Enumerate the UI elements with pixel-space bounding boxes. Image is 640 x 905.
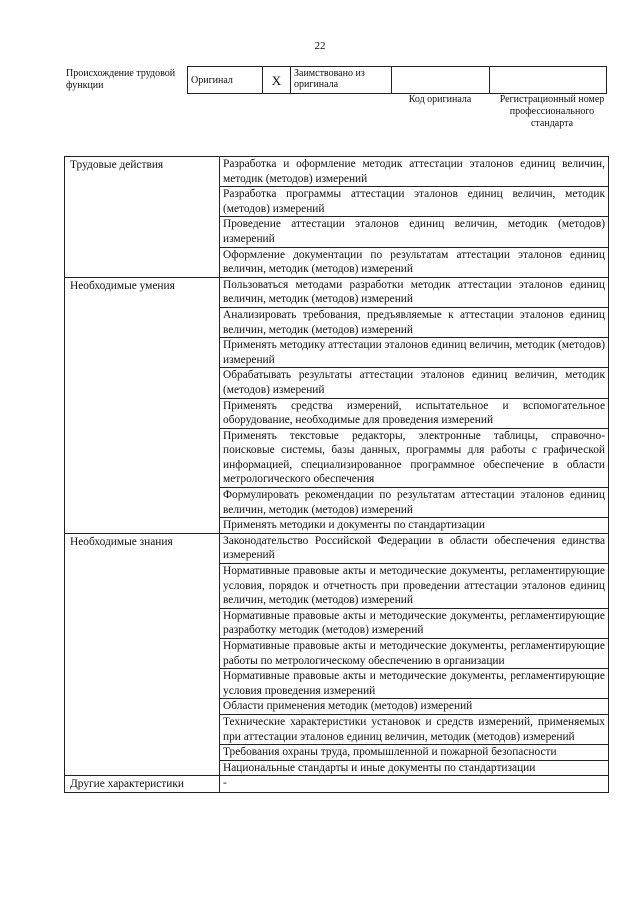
section-item: Применять средства измерений, испытательное и вспомогательное оборудование, необходимые для проведения измерений	[220, 398, 609, 428]
section-item: Применять методику аттестации эталонов единиц величин, методик (методов) измерений	[220, 338, 609, 368]
section-item: Оформление документации по результатам аттестации эталонов единиц величин, методик (методов) измерений	[220, 247, 609, 277]
labor-function-table	[64, 156, 609, 793]
origin-table	[187, 66, 607, 94]
registration-caption: Регистрационный номер профессионального стандарта	[499, 94, 605, 129]
section-item: Разработка и оформление методик аттестации эталонов единиц величин, методик (методов) измерений	[220, 157, 609, 187]
section-item: Нормативные правовые акты и методические документы, регламентирующие условия, порядок и отчетность при проведении аттестации эталонов единиц величин, методик (методов) измерений	[220, 564, 609, 609]
section-item: Законодательство Российской Федерации в области обеспечения единства измерений	[220, 533, 609, 563]
section-item: Нормативные правовые акты и методические документы, регламентирующие условия проведения измерений	[220, 669, 609, 699]
section-item: Технические характеристики установок и средств измерений, применяемых при аттестации эталонов единиц величин, методик (методов) измерений	[220, 714, 609, 744]
section-item: Пользоваться методами разработки методик аттестации эталонов единиц величин, методик (методов) измерений	[220, 277, 609, 307]
section-item: Национальные стандарты и иные документы по стандартизации	[220, 760, 609, 776]
original-code-cell	[392, 67, 490, 94]
table-row	[65, 776, 609, 793]
section-label: Трудовые действия	[65, 157, 220, 278]
section-item: Применять методики и документы по стандартизации	[220, 518, 609, 534]
section-item: Разработка программы аттестации эталонов единиц величин, методик (методов) измерений	[220, 187, 609, 217]
table-row	[65, 277, 609, 307]
registration-number-cell	[490, 67, 607, 94]
origin-label: Происхождение трудовой функции	[66, 68, 176, 91]
borrowed-label: Заимствовано из оригинала	[291, 67, 392, 94]
original-label: Оригинал	[188, 67, 263, 94]
section-item: Проведение аттестации эталонов единиц величин, методик (методов) измерений	[220, 217, 609, 247]
section-item: Формулировать рекомендации по результатам аттестации эталонов единиц величин, методик (методов) измерений	[220, 488, 609, 518]
section-label: Необходимые знания	[65, 533, 220, 776]
section-item: -	[220, 776, 609, 793]
code-caption: Код оригинала	[408, 94, 472, 105]
section-item: Области применения методик (методов) измерений	[220, 699, 609, 715]
section-label: Другие характеристики	[65, 776, 220, 793]
section-label: Необходимые умения	[65, 277, 220, 533]
section-item: Требования охраны труда, промышленной и пожарной безопасности	[220, 745, 609, 761]
table-row	[65, 157, 609, 187]
section-item: Обрабатывать результаты аттестации эталонов единиц величин, методик (методов) измерений	[220, 368, 609, 398]
original-mark: X	[263, 67, 291, 94]
section-item: Применять текстовые редакторы, электронные таблицы, справочно-поисковые системы, базы данных, программы для работы с графической информацией, специализированное программное обеспечение в области метрологического обеспечения	[220, 428, 609, 487]
section-item: Нормативные правовые акты и методические документы, регламентирующие работы по метрологическому обеспечению в организации	[220, 639, 609, 669]
section-item: Анализировать требования, предъявляемые к аттестации эталонов единиц величин, методик (методов) измерений	[220, 307, 609, 337]
page-number: 22	[314, 40, 326, 52]
table-row	[65, 533, 609, 563]
section-item: Нормативные правовые акты и методические документы, регламентирующие разработку методик (методов) измерений	[220, 608, 609, 638]
